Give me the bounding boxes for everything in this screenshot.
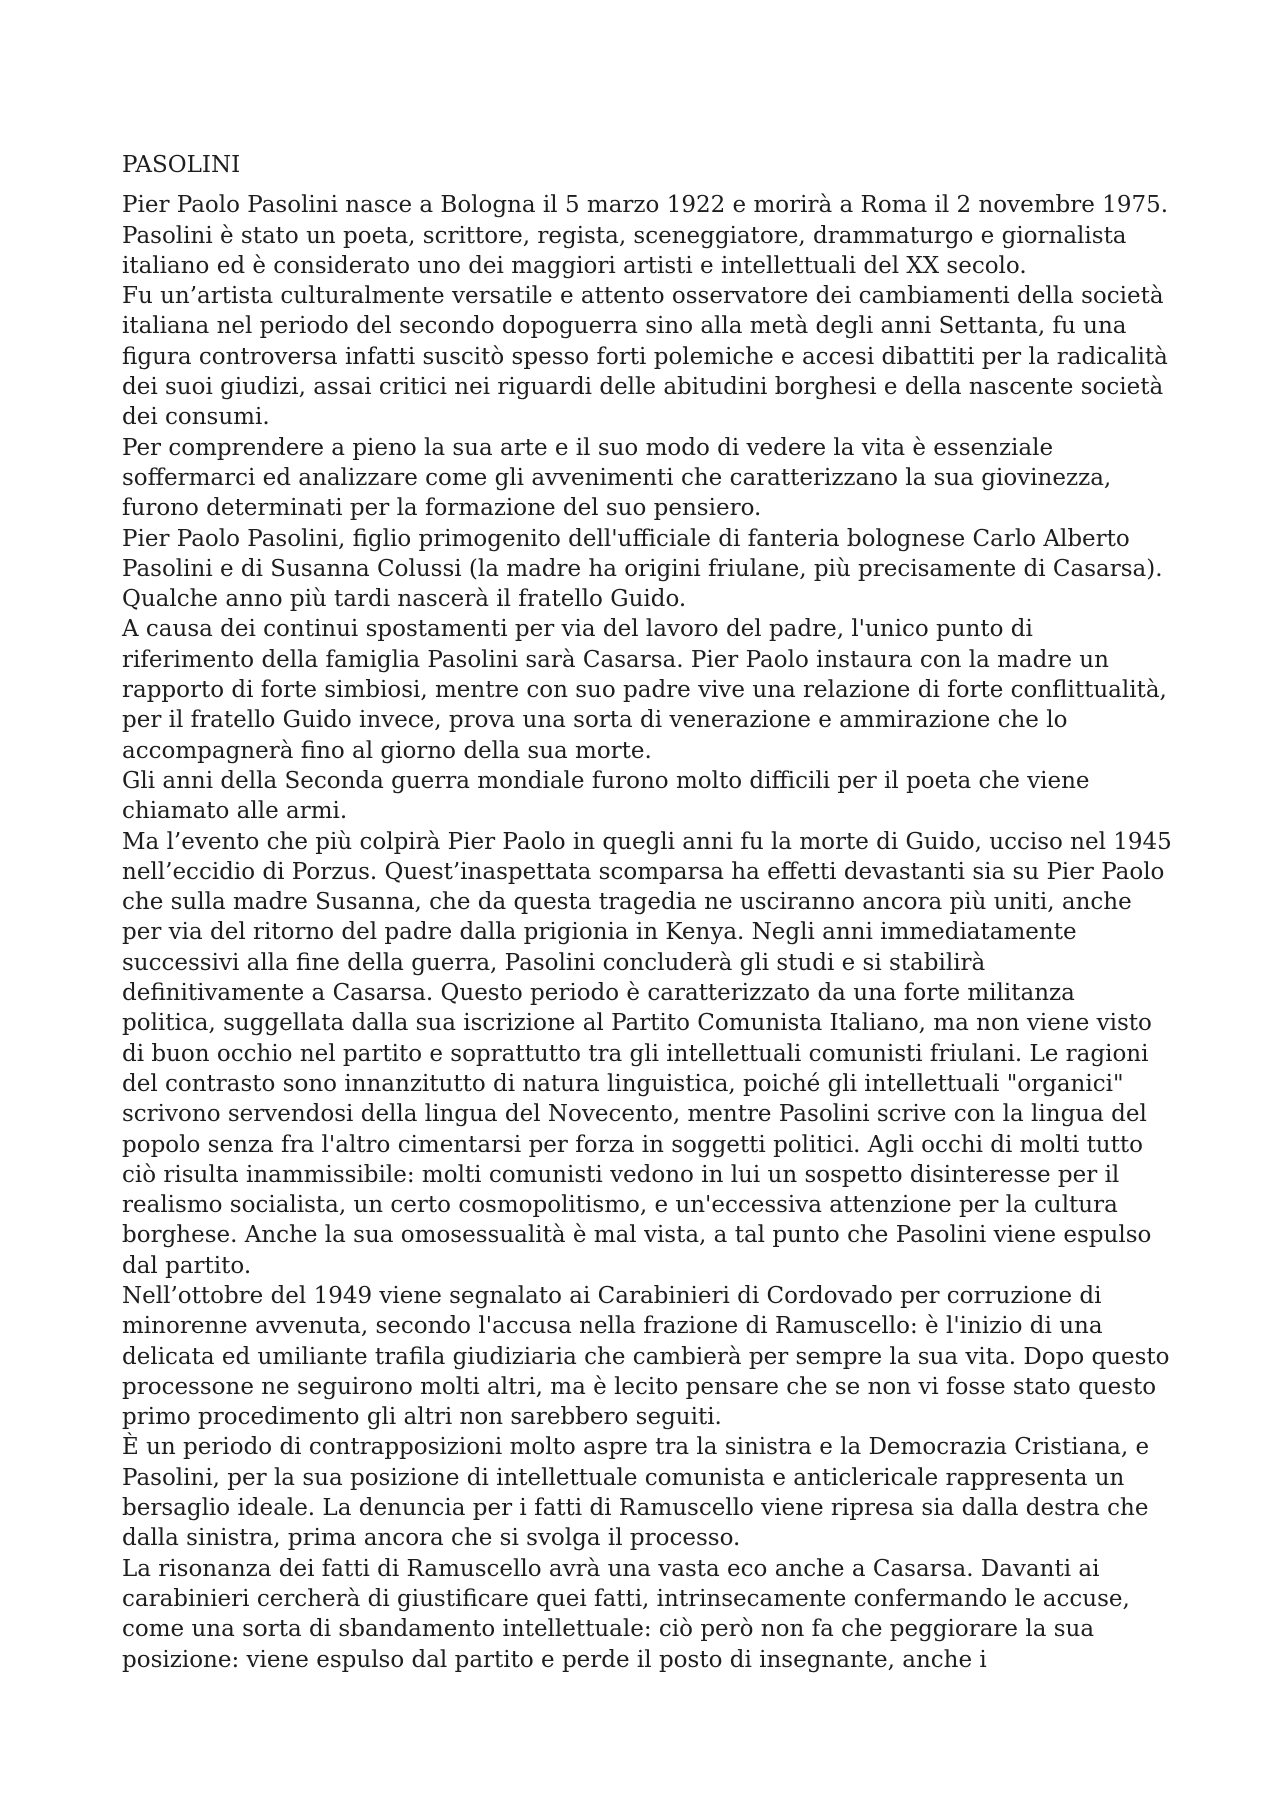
paragraph: Pier Paolo Pasolini nasce a Bologna il 5 marzo 1922 e morirà a Roma il 2 novembre 1975. — [122, 192, 1169, 219]
paragraph: Ma l’evento che più colpirà Pier Paolo in quegli anni fu la morte di Guido, ucciso nel 1945 nell’eccidio di Porzus. Quest’inaspettata scomparsa ha effetti devastanti sia su Pier Paolo che sulla madre Susanna, che da questa tragedia ne usciranno ancora più uniti, anche per via del ritorno del padre dalla prigionia in Kenya. Negli anni immediatamente successivi alla fine della guerra, Pasolini concluderà gli studi e si stabilirà definitivamente a Casarsa. Questo periodo è caratterizzato da una forte militanza politica, suggellata dalla sua iscrizione al Partito Comunista Italiano, ma non viene visto di buon occhio nel partito e soprattutto tra gli intellettuali comunisti friulani. Le ragioni del contrasto sono innanzitutto di natura linguistica, poiché gli intellettuali "organici" scrivono servendosi della lingua del Novecento, mentre Pasolini scrive con la lingua del popolo senza fra l'altro cimentarsi per forza in soggetti politici. Agli occhi di molti tutto ciò risulta inammissibile: molti comunisti vedono in lui un sospetto disinteresse per il realismo socialista, un certo cosmopolitismo, e un'eccessiva attenzione per la cultura borghese. Anche la sua omosessualità è mal vista, a tal punto che Pasolini viene espulso dal partito. — [122, 828, 1172, 1279]
paragraph: Gli anni della Seconda guerra mondiale furono molto difficili per il poeta che viene chiamato alle armi. — [122, 767, 1090, 825]
document-body — [122, 150, 1172, 1675]
paragraph: Pasolini è stato un poeta, scrittore, regista, sceneggiatore, drammaturgo e giornalista italiano ed è considerato uno dei maggiori artisti e intellettuali del XX secolo. — [122, 222, 1127, 279]
paragraph: Per comprendere a pieno la sua arte e il suo modo di vedere la vita è essenziale soffermarci ed analizzare come gli avvenimenti che caratterizzano la sua giovinezza, furono determinati per la formazione del suo pensiero. — [122, 434, 1112, 522]
paragraph: Pier Paolo Pasolini, figlio primogenito dell'ufficiale di fanteria bolognese Carlo Alberto Pasolini e di Susanna Colussi (la madre ha origini friulane, più precisamente di Casarsa). Qualche anno più tardi nascerà il fratello Guido. — [122, 525, 1163, 613]
paragraph: È un periodo di contrapposizioni molto aspre tra la sinistra e la Democrazia Cristiana, e Pasolini, per la sua posizione di intellettuale comunista e anticlericale rappresenta un bersaglio ideale. La denuncia per i fatti di Ramuscello viene ripresa sia dalla destra che dalla sinistra, prima ancora che si svolga il processo. — [122, 1434, 1150, 1552]
paragraph: Nell’ottobre del 1949 viene segnalato ai Carabinieri di Cordovado per corruzione di minorenne avvenuta, secondo l'accusa nella frazione di Ramuscello: è l'inizio di una delicata ed umiliante trafila giudiziaria che cambierà per sempre la sua vita. Dopo questo processone ne seguirono molti altri, ma è lecito pensare che se non vi fosse stato questo primo procedimento gli altri non sarebbero seguiti. — [122, 1282, 1170, 1431]
paragraph: A causa dei continui spostamenti per via del lavoro del padre, l'unico punto di riferimento della famiglia Pasolini sarà Casarsa. Pier Paolo instaura con la madre un rapporto di forte simbiosi, mentre con suo padre vive una relazione di forte conflittualità, per il fratello Guido invece, prova una sorta di venerazione e ammirazione che lo accompagnerà fino al giorno della sua morte. — [122, 616, 1167, 764]
paragraph: La risonanza dei fatti di Ramuscello avrà una vasta eco anche a Casarsa. Davanti ai carabinieri cercherà di giustificare quei fatti, intrinsecamente confermando le accuse, come una sorta di sbandamento intellettuale: ciò però non fa che peggiorare la sua posizione: viene espulso dal partito e perde il posto di insegnante, anche i — [122, 1555, 1130, 1673]
document-title: PASOLINI — [122, 152, 241, 178]
paragraph: Fu un’artista culturalmente versatile e attento osservatore dei cambiamenti della società italiana nel periodo del secondo dopoguerra sino alla metà degli anni Settanta, fu una figura controversa infatti suscitò spesso forti polemiche e accesi dibattiti per la radicalità dei suoi giudizi, assai critici nei riguardi delle abitudini borghesi e della nascente società dei consumi. — [122, 283, 1168, 431]
